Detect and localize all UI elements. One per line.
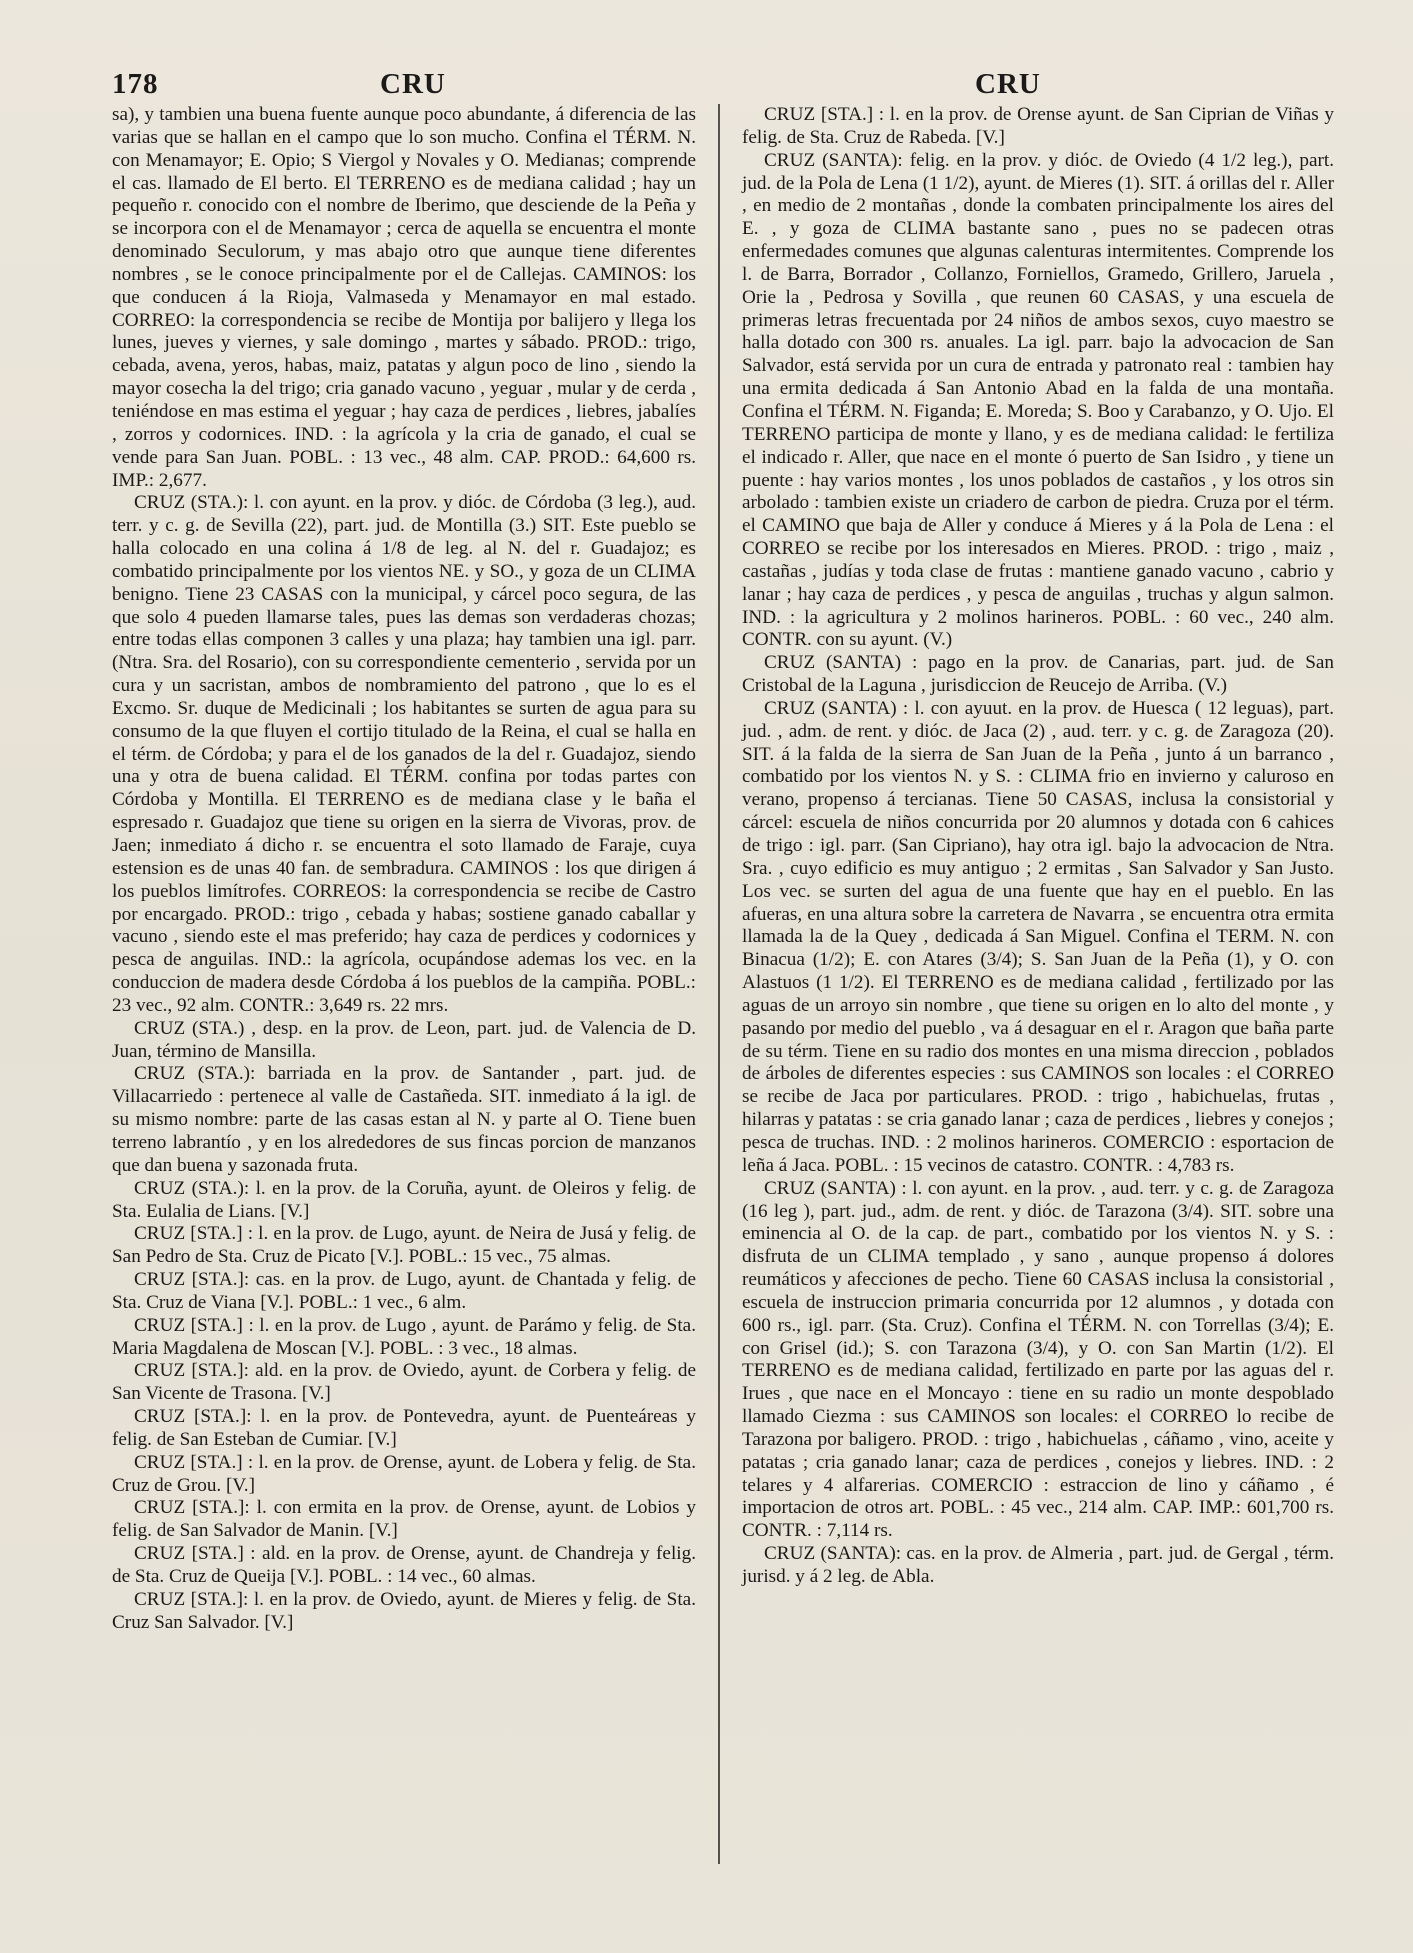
right-column: [742, 104, 1334, 1589]
left-column: [112, 104, 696, 1635]
entry-paragraph: CRUZ [STA.]: l. con ermita en la prov. de Orense, ayunt. de Lobios y felig. de San Salvador de Manin. [V.]: [112, 1497, 696, 1542]
entry-paragraph: CRUZ [STA.] : l. en la prov. de Orense ayunt. de San Ciprian de Viñas y felig. de Sta. Cruz de Rabeda. [V.]: [742, 104, 1334, 148]
entry-paragraph: CRUZ [STA.]: l. en la prov. de Oviedo, ayunt. de Mieres y felig. de Sta. Cruz San Salvador. [V.]: [112, 1588, 696, 1633]
entry-paragraph: CRUZ [STA.] : ald. en la prov. de Orense, ayunt. de Chandreja y felig. de Sta. Cruz de Queija [V.]. POBL. : 14 vec., 60 almas.: [112, 1543, 696, 1587]
entry-paragraph: CRUZ (SANTA) : pago en la prov. de Canarias, part. jud. de San Cristobal de la Laguna , jurisdiccion de Reucejo de Arriba. (V.): [742, 652, 1334, 697]
left-running-head: CRU: [380, 68, 446, 100]
entry-paragraph: CRUZ [STA.] : l. en la prov. de Orense, ayunt. de Lobera y felig. de Sta. Cruz de Grou. [V.]: [112, 1451, 696, 1496]
entry-paragraph: CRUZ [STA.]: cas. en la prov. de Lugo, ayunt. de Chantada y felig. de Sta. Cruz de Viana [V.]. POBL.: 1 vec., 6 alm.: [112, 1269, 696, 1313]
right-running-head: CRU: [975, 68, 1041, 100]
entry-paragraph: CRUZ (SANTA): cas. en la prov. de Almeria , part. jud. de Gergal , térm. jurisd. y á 2 leg. de Abla.: [742, 1543, 1334, 1587]
entry-paragraph: CRUZ [STA.] : l. en la prov. de Lugo , ayunt. de Parámo y felig. de Sta. Maria Magdalena de Moscan [V.]. POBL. : 3 vec., 18 almas.: [112, 1314, 696, 1359]
entry-paragraph: CRUZ [STA.] : l. en la prov. de Lugo, ayunt. de Neira de Jusá y felig. de San Pedro de Sta. Cruz de Picato [V.]. POBL.: 15 vec., 75 almas.: [112, 1223, 696, 1268]
column-divider: [718, 104, 720, 1864]
entry-paragraph: CRUZ (SANTA) : l. con ayuut. en la prov. de Huesca ( 12 leguas), part. jud. , adm. de rent. y dióc. de Jaca (2) , aud. terr. y c. g. de Zaragoza (20). SIT. á la falda de la sierra de San Juan de la Peña , junto á un barranco , combatido por los vientos N. y S. : CLIMA frio en invierno y caluroso en verano, propenso á tercianas. Tiene 50 CASAS, inclusa la consistorial y cárcel: escuela de niños concurrida por 20 alumnos y dotada con 6 cahices de trigo : igl. parr. (San Cipriano), hay otra igl. bajo la advocacion de Ntra. Sra. , cuyo edificio es muy antiguo ; 2 ermitas , San Salvador y San Justo. Los vec. se surten del agua de una fuente que hay en el pueblo. En las afueras, en una altura sobre la carretera de Navarra , se encuentra otra ermita llamada la de la Quey , dedicada á San Miguel. Confina el TERM. N. con Binacua (1/2); E. con Atares (3/4); S. San Juan de la Peña (1), y O. con Alastuos (1 1/2). El TERRENO es de mediana calidad , fertilizado por las aguas de un arroyo sin nombre , que tiene su origen en lo alto del monte , y pasando por medio del pueblo , va á desaguar en el r. Aragon que baña parte de su térm. Tiene en su radio dos montes en una misma direccion , poblados de árboles de diferentes especies : sus CAMINOS son locales : el CORREO se recibe de Jaca por particulares. PROD. : trigo , habichuelas, frutas , hilarras y patatas : se cria ganado lanar ; caza de perdices , liebres y conejos ; pesca de truchas. IND. : 2 molinos harineros. COMERCIO : esportacion de leña á Jaca. POBL. : 15 vecinos de catastro. CONTR. : 4,783 rs.: [742, 697, 1334, 1176]
entry-paragraph: CRUZ (SANTA): felig. en la prov. y dióc. de Oviedo (4 1/2 leg.), part. jud. de la Pola de Lena (1 1/2), ayunt. de Mieres (1). SIT. á orillas del r. Aller , en medio de 2 montañas , donde la combaten principalmente los aires del E. , y goza de CLIMA bastante sano , pues no se padecen otras enfermedades comunes que algunas calenturas intermitentes. Comprende los l. de Barra, Borrador , Collanzo, Forniellos, Gramedo, Grillero, Jaruela , Orie la , Pedrosa y Sovilla , que reunen 60 CASAS, y una escuela de primeras letras frecuentada por 24 niños de ambos sexos, cuyo maestro se halla dotado con 300 rs. anuales. La igl. parr. bajo la advocacion de San Salvador, está servida por un cura de entrada y patronato real : tambien hay una ermita dedicada á San Antonio Abad en la falda de una montaña. Confina el TÉRM. N. Figanda; E. Moreda; S. Boo y Carabanzo, y O. Ujo. El TERRENO participa de monte y llano, y es de mediana calidad: le fertiliza el indicado r. Aller, que nace en el monte ó puerto de San Isidro , y tiene un puente : hay varios montes , los unos poblados de castaños , y los otros sin arbolado : tambien existe un criadero de carbon de piedra. Cruza por el térm. el CAMINO que baja de Aller y conduce á Mieres y á la Pola de Lena : el CORREO se recibe por los interesados en Mieres. PROD. : trigo , maiz , castañas , judías y toda clase de frutas : mantiene ganado vacuno , cabrio y lanar ; hay caza de perdices , y pesca de anguilas , truchas y algun salmon. IND. : la agricultura y 2 molinos harineros. POBL. : 60 vec., 240 alm. CONTR. con su ayunt. (V.): [742, 149, 1334, 651]
entry-paragraph: CRUZ [STA.]: ald. en la prov. de Oviedo, ayunt. de Corbera y felig. de San Vicente de Trasona. [V.]: [112, 1360, 696, 1405]
entry-paragraph: CRUZ (SANTA) : l. con ayunt. en la prov. , aud. terr. y c. g. de Zaragoza (16 leg ), part. jud., adm. de rent. y dióc. de Tarazona (3/4). SIT. sobre una eminencia al O. de la cap. de part., combatido por los vientos N. y S. : disfruta de un CLIMA templado , y sano , aunque propenso á dolores reumáticos y afecciones de pecho. Tiene 60 CASAS inclusa la consistorial , escuela de instruccion primaria concurrida por 12 alumnos , y dotada con 600 rs., igl. parr. (Sta. Cruz). Confina el TÉRM. N. con Torrellas (3/4); E. con Grisel (id.); S. con Tarazona (3/4), y O. con San Martin (1/2). El TERRENO es de mediana calidad, fertilizado en parte por las aguas del r. Irues , que nace en el Moncayo : tiene en su radio un monte despoblado llamado Ciezma : sus CAMINOS son locales: el CORREO lo recibe de Tarazona por baligero. PROD. : trigo , habichuelas , cáñamo , vino, aceite y patatas ; cria ganado lanar; caza de perdices , conejos y liebres. IND. : 2 telares y 4 alfarerias. COMERCIO : estraccion de lino y cáñamo , é importacion de otros art. POBL. : 45 vec., 214 alm. CAP. IMP.: 601,700 rs. CONTR. : 7,114 rs.: [742, 1177, 1334, 1542]
entry-paragraph: CRUZ (STA.): barriada en la prov. de Santander , part. jud. de Villacarriedo : pertenece al valle de Castañeda. SIT. inmediato á la igl. de su mismo nombre: parte de las casas estan al N. y parte al O. Tiene buen terreno labrantío , y en los alrededores de sus fincas porcion de manzanos que dan buena y sazonada fruta.: [112, 1063, 696, 1176]
entry-paragraph: CRUZ (STA.) , desp. en la prov. de Leon, part. jud. de Valencia de D. Juan, término de Mansilla.: [112, 1017, 696, 1062]
entry-paragraph: CRUZ [STA.]: l. en la prov. de Pontevedra, ayunt. de Puenteáreas y felig. de San Esteban de Cumiar. [V.]: [112, 1406, 696, 1450]
entry-paragraph: CRUZ (STA.): l. con ayunt. en la prov. y dióc. de Córdoba (3 leg.), aud. terr. y c. g. de Sevilla (22), part. jud. de Montilla (3.) SIT. Este pueblo se halla colocado en una colina á 1/8 de leg. al N. del r. Guadajoz; es combatido principalmente por los vientos NE. y SO., y goza de un CLIMA benigno. Tiene 23 CASAS con la municipal, y cárcel poco segura, de las que solo 4 pueden llamarse tales, pues las demas son verdaderas chozas; entre todas ellas componen 3 calles y una plaza; hay tambien una igl. parr. (Ntra. Sra. del Rosario), con su correspondiente cementerio , servida por un cura y un sacristan, ambos de nombramiento del patrono , que lo es el Excmo. Sr. duque de Medicinali ; los habitantes se surten de agua para su consumo de la que fluyen el cortijo titulado de la Reina, el cual se halla en el térm. de Córdoba; y para el de los ganados de la del r. Guadajoz, siendo una y otra de buena calidad. El TÉRM. confina por todas partes con Córdoba y Montilla. El TERRENO es de mediana clase y le baña el espresado r. Guadajoz que tiene su origen en la sierra de Vivoras, prov. de Jaen; inmediato á dicho r. se encuentra el soto llamado de Faraje, cuya estension es de unas 40 fan. de sembradura. CAMINOS : los que dirigen á los pueblos limítrofes. CORREOS: la correspondencia se recibe de Castro por encargado. PROD.: trigo , cebada y habas; sostiene ganado caballar y vacuno , siendo este el mas preferido; hay caza de perdices y codornices y pesca de anguilas. IND.: la agrícola, ocupándose ademas los vec. en la conduccion de madera desde Córdoba á los pueblos de la campiña. POBL.: 23 vec., 92 alm. CONTR.: 3,649 rs. 22 mrs.: [112, 492, 696, 1016]
page-number: 178: [112, 68, 159, 100]
entry-paragraph: sa), y tambien una buena fuente aunque poco abundante, á diferencia de las varias que se hallan en el campo que lo son mucho. Confina el TÉRM. N. con Menamayor; E. Opio; S Viergol y Novales y O. Medianas; comprende el cas. llamado de El berto. El TERRENO es de mediana calidad ; hay un pequeño r. conocido con el nombre de Iberimo, que desciende de la Peña y se incorpora con el de Menamayor ; cerca de aquella se encuentra el monte denominado Seculorum, y mas abajo otro que aunque tiene diferentes nombres , se le conoce principalmente por el de Callejas. CAMINOS: los que conducen á la Rioja, Valmaseda y Menamayor en mal estado. CORREO: la correspondencia se recibe de Montija por balijero y llega los lunes, jueves y viernes, y sale domingo , martes y sábado. PROD.: trigo, cebada, avena, yeros, habas, maiz, patatas y algun poco de lino , siendo la mayor cosecha la del trigo; cria ganado vacuno , yeguar , mular y de cerda , teniéndose en mas estima el yeguar ; hay caza de perdices , liebres, jabalíes , zorros y codornices. IND. : la agrícola y la cria de ganado, el cual se vende para San Juan. POBL. : 13 vec., 48 alm. CAP. PROD.: 64,600 rs. IMP.: 2,677.: [112, 104, 696, 491]
entry-paragraph: CRUZ (STA.): l. en la prov. de la Coruña, ayunt. de Oleiros y felig. de Sta. Eulalia de Lians. [V.]: [112, 1177, 696, 1222]
